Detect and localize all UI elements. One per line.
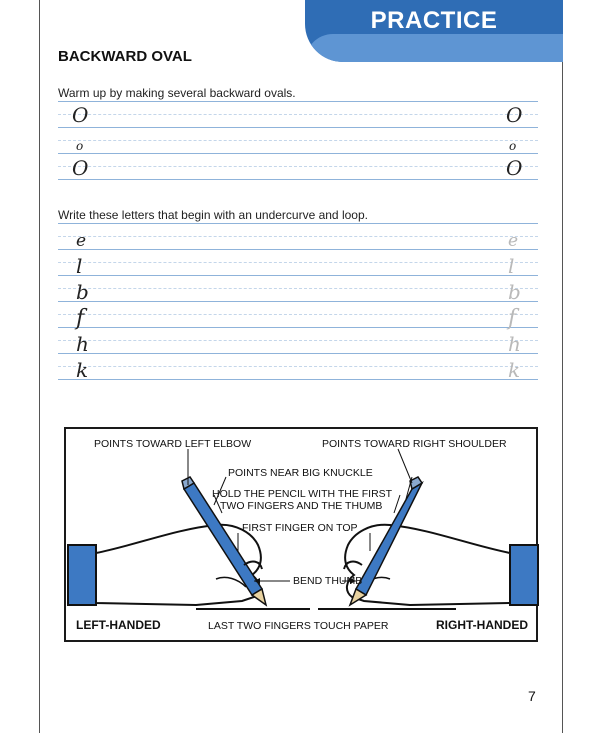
writing-rule (58, 101, 538, 102)
label-big-knuckle: POINTS NEAR BIG KNUCKLE (228, 467, 373, 479)
midline-rule (58, 236, 538, 237)
label-hold-line1: HOLD THE PENCIL WITH THE FIRST (212, 488, 393, 500)
midline-rule (58, 314, 538, 315)
oval-model-start: o (76, 139, 84, 153)
practice-tab (305, 0, 563, 62)
letter-trace: k (508, 358, 521, 382)
label-left-elbow: POINTS TOWARD LEFT ELBOW (94, 438, 252, 450)
pencil-grip-diagram (64, 427, 538, 642)
letter-model: e (76, 231, 87, 251)
midline-rule (58, 288, 538, 289)
letter-model: h (76, 332, 89, 356)
writing-rule (58, 301, 538, 302)
oval-model-start: O (72, 103, 89, 127)
writing-rule (58, 353, 538, 354)
midline-rule (58, 366, 538, 367)
leader-hold-right (394, 495, 400, 513)
letter-trace: h (508, 332, 521, 356)
letter-trace: l (508, 254, 515, 278)
label-hold-line2: TWO FINGERS AND THE THUMB (220, 500, 383, 512)
warmup-instruction: Warm up by making several backward ovals. (58, 86, 296, 100)
letter-model: k (76, 358, 89, 382)
writing-rule (58, 327, 538, 328)
writing-rule (58, 127, 538, 128)
label-left-handed: LEFT-HANDED (76, 618, 161, 632)
midline-rule (58, 166, 538, 167)
label-right-shoulder: POINTS TOWARD RIGHT SHOULDER (322, 438, 507, 450)
letter-model: l (76, 254, 83, 278)
oval-model-end: o (509, 139, 517, 153)
writing-rule (58, 275, 538, 276)
oval-model-end: O (506, 103, 523, 127)
letter-trace: b (508, 280, 521, 304)
midline-rule (58, 140, 538, 141)
label-right-handed: RIGHT-HANDED (436, 618, 528, 632)
midline-rule (58, 340, 538, 341)
page-number: 7 (528, 688, 536, 704)
midline-rule (58, 114, 538, 115)
section-title: BACKWARD OVAL (58, 48, 192, 65)
letter-model: f (76, 306, 85, 331)
letters-instruction: Write these letters that begin with an undercurve and loop. (58, 208, 368, 222)
midline-rule (58, 262, 538, 263)
right-sleeve-cuff (510, 545, 538, 605)
letter-model: b (76, 280, 89, 304)
letter-trace: f (508, 306, 517, 331)
writing-rule (58, 223, 538, 224)
writing-rule (58, 249, 538, 250)
label-bend-thumb: BEND THUMB (293, 575, 363, 587)
label-first-finger: FIRST FINGER ON TOP (242, 522, 358, 534)
grip-illustration (66, 429, 540, 644)
left-sleeve-cuff (68, 545, 96, 605)
label-last-two-fingers: LAST TWO FINGERS TOUCH PAPER (208, 620, 389, 632)
writing-rule (58, 379, 538, 380)
writing-rule (58, 179, 538, 180)
tab-title: PRACTICE (370, 7, 498, 34)
letter-trace: e (508, 231, 519, 251)
oval-model-start: O (72, 156, 89, 180)
writing-rule (58, 153, 538, 154)
leader-right-shoulder (398, 449, 412, 483)
oval-model-end: O (506, 156, 523, 180)
